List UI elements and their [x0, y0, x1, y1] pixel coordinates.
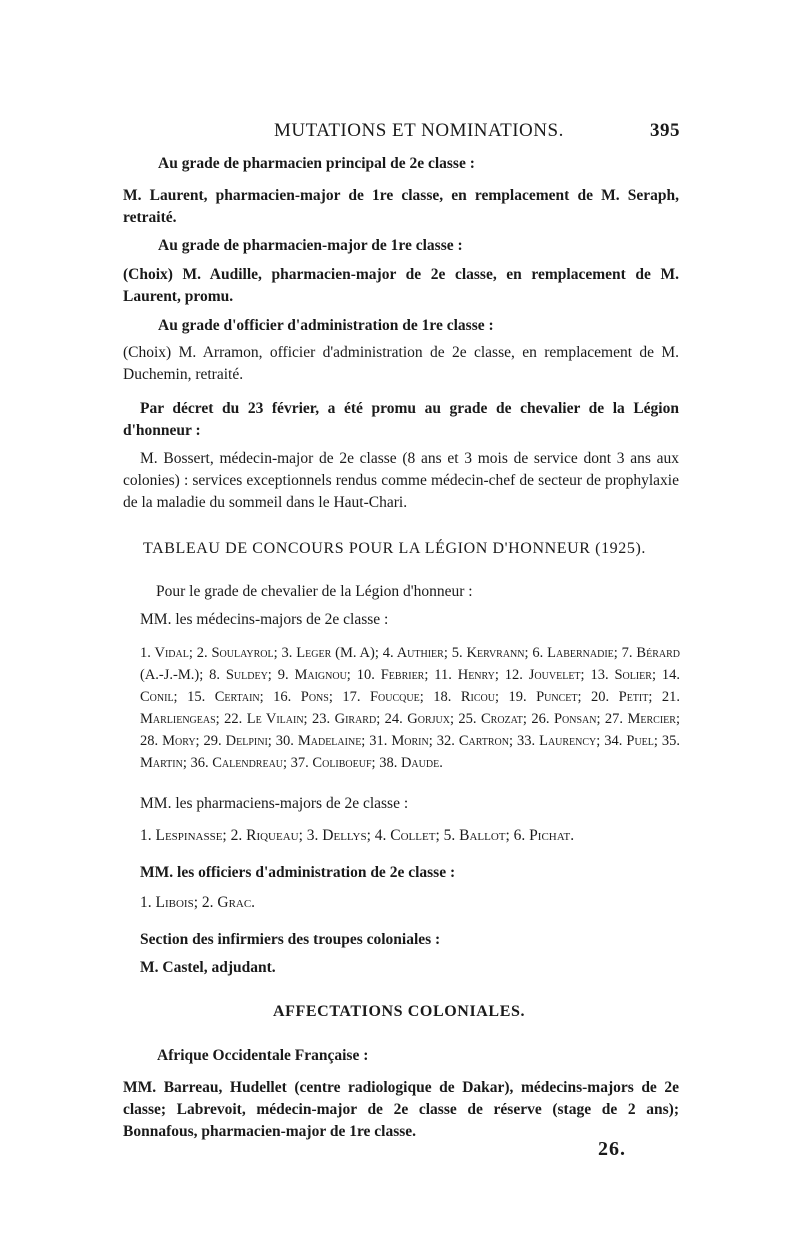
- section-heading-pharmacien-major: Au grade de pharmacien-major de 1re classe :: [158, 237, 463, 254]
- running-header: [140, 120, 680, 144]
- paragraph-laurent: M. Laurent, pharmacien-major de 1re classe, en remplacement de M. Seraph, retraité.: [123, 187, 679, 226]
- affectations-region: Afrique Occidentale Française :: [157, 1047, 369, 1064]
- tableau-intro: Pour le grade de chevalier de la Légion d'honneur :: [156, 583, 473, 600]
- pharmaciens-heading: MM. les pharmaciens-majors de 2e classe :: [140, 795, 409, 812]
- running-title: MUTATIONS ET NOMINATIONS.: [274, 120, 564, 141]
- paragraph-arramon: (Choix) M. Arramon, officier d'administration de 2e classe, en remplacement de M. Duchemin, retraité.: [123, 344, 679, 383]
- pharmaciens-list: 1. Lespinasse; 2. Riqueau; 3. Dellys; 4. Collet; 5. Ballot; 6. Pichat.: [140, 827, 575, 844]
- tableau-title: TABLEAU DE CONCOURS POUR LA LÉGION D'HONNEUR (1925).: [143, 540, 647, 557]
- page-number: 395: [650, 120, 680, 141]
- signature-mark: 26.: [598, 1138, 626, 1160]
- paragraph-decret: Par décret du 23 février, a été promu au grade de chevalier de la Légion d'honneur :: [123, 400, 679, 439]
- paragraph-audille: (Choix) M. Audille, pharmacien-major de 2e classe, en remplacement de M. Laurent, promu.: [123, 266, 679, 305]
- paragraph-bossert: M. Bossert, médecin-major de 2e classe (8 ans et 3 mois de service dont 3 ans aux colonies) : services exceptionnels rendus comme médecin-chef de secteur de prophylaxie de la maladie du sommeil dans le Haut-Chari.: [123, 450, 679, 511]
- officiers-list: 1. Libois; 2. Grac.: [140, 894, 256, 911]
- medecins-heading: MM. les médecins-majors de 2e classe :: [140, 611, 389, 628]
- section-heading-pharmacien-principal: Au grade de pharmacien principal de 2e classe :: [158, 155, 475, 172]
- officiers-heading: MM. les officiers d'administration de 2e classe :: [140, 864, 456, 881]
- affectations-title: AFFECTATIONS COLONIALES.: [273, 1003, 526, 1020]
- medecins-list: 1. Vidal; 2. Soulayrol; 3. Leger (M. A); 4. Authier; 5. Kervrann; 6. Labernadie; 7. Bérard (A.-J.-M.); 8. Suldey; 9. Maignou; 10. Febrier; 11. Henry; 12. Jouvelet; 13. Solier; 14. Conil; 15. Certain; 16. Pons; 17. Foucque; 18. Ricou; 19. Puncet; 20. Petit; 21. Marliengeas; 22. Le Vilain; 23. Girard; 24. Gorjux; 25. Crozat; 26. Ponsan; 27. Mercier; 28. Mory; 29. Delpini; 30. Madelaine; 31. Morin; 32. Cartron; 33. Laurency; 34. Puel; 35. Martin; 36. Calendreau; 37. Coliboeuf; 38. Daude.: [140, 645, 680, 771]
- infirmiers-heading: Section des infirmiers des troupes coloniales :: [140, 931, 441, 948]
- affectations-text: MM. Barreau, Hudellet (centre radiologique de Dakar), médecins-majors de 2e classe; Labrevoit, médecin-major de 2e classe de réserve (stage de 2 ans); Bonnafous, pharmacien-major de 1re classe.: [123, 1079, 679, 1140]
- infirmiers-list: M. Castel, adjudant.: [140, 959, 276, 976]
- section-heading-officier-administration: Au grade d'officier d'administration de 1re classe :: [158, 317, 494, 334]
